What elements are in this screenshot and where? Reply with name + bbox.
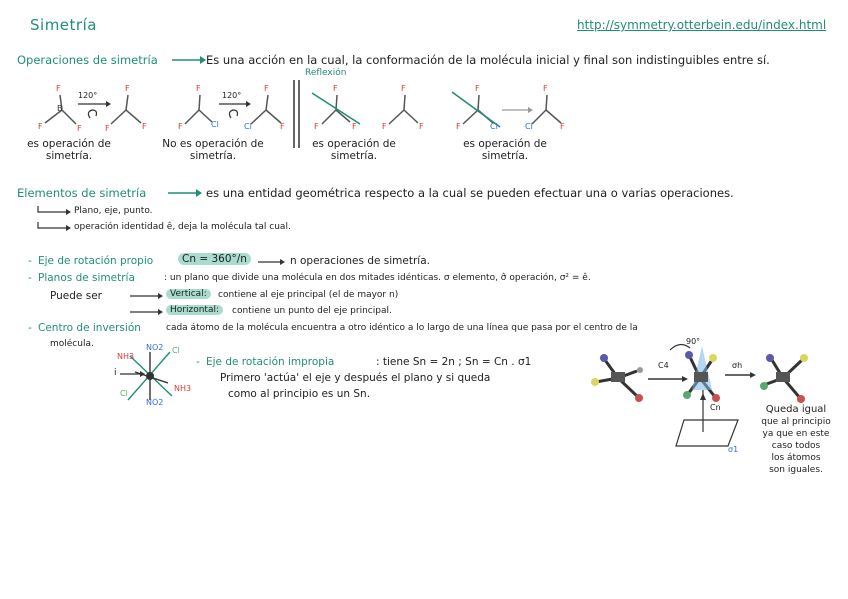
elements-sub-2: operación identidad ê, deja la molécula tal cual.: [74, 222, 291, 232]
atom-f-11: F: [333, 84, 338, 93]
plane-label: σ1: [728, 445, 739, 454]
atom-f-5: F: [105, 124, 110, 133]
reflection-label: Reflexión: [305, 68, 347, 78]
atom-f-13: F: [352, 122, 357, 131]
inversion-center-atom: [146, 372, 154, 380]
note-line-1: Queda igual: [765, 404, 827, 415]
operations-definition: Es una acción en la cual, la conformación de la molécula inicial y final son indistinguibles entre sí.: [206, 53, 770, 67]
mirror-plane-1: [312, 93, 360, 124]
atom-f-9: F: [264, 84, 269, 93]
atom-f-3: F: [77, 124, 82, 133]
improper-axis-label: Eje de rotación impropia: [206, 356, 335, 368]
improper-axis-line3: como al principio es un Sn.: [228, 388, 371, 400]
horizontal-label: Horizontal:: [166, 305, 223, 315]
elements-sub-1: Plano, eje, punto.: [74, 206, 153, 216]
atom-cl-top: Cl: [172, 346, 180, 355]
caption-3: es operación de simetría.: [312, 138, 396, 162]
diagram-note: [750, 404, 842, 476]
atom-cl-4: Cl: [525, 122, 533, 131]
inversion-label: Centro de inversión: [38, 322, 141, 334]
sub-arrow-2: [38, 222, 66, 228]
bf3-molecule-2: [111, 95, 141, 124]
atom-center-left: [611, 372, 625, 382]
arrow-head: [200, 56, 206, 64]
bullet-1: -: [28, 255, 32, 267]
atom-nh3-left: NH3: [117, 352, 135, 361]
reflection-molecule-1: [322, 95, 350, 124]
atom-f-18: F: [456, 122, 461, 131]
bf2cl-molecule-3: [185, 95, 212, 124]
atom-f-17: F: [475, 84, 480, 93]
atom-cl-bottom: Cl: [120, 389, 128, 398]
planes-definition: : un plano que divide una molécula en dos mitades idénticas. σ elemento, σ̂ operación, σ² = ê.: [164, 273, 591, 283]
atom-f-10: F: [280, 122, 285, 131]
inversion-definition: cada átomo de la molécula encuentra a otro idéntico a lo largo de una línea que pasa por el centro de la: [166, 323, 638, 333]
atom-f-19: F: [543, 84, 548, 93]
operations-term: Operaciones de simetría: [17, 53, 158, 67]
atom-f-14: F: [401, 84, 406, 93]
atom-f-15: F: [382, 122, 387, 131]
atom-cl-1: Cl: [211, 120, 219, 129]
atom-f-16: F: [419, 122, 424, 131]
vertical-label: Vertical:: [166, 289, 211, 299]
atom-f-2: F: [38, 122, 43, 131]
proper-axis-formula: Cn = 360°/n: [178, 253, 251, 265]
atom-f-7: F: [196, 84, 201, 93]
page-title: Simetría: [30, 16, 97, 34]
inversion-definition-cont: molécula.: [50, 339, 94, 349]
atom-f-4: F: [125, 84, 130, 93]
horizontal-text: contiene un punto del eje principal.: [232, 306, 392, 316]
atom-f-8: F: [178, 122, 183, 131]
improper-axis-line2: Primero 'actúa' el eje y después el plano y si queda: [220, 372, 491, 384]
atom-cl-3: Cl: [490, 122, 498, 131]
angle-label: 90°: [686, 337, 701, 346]
caption-2: No es operación de simetría.: [162, 138, 264, 162]
proper-axis-label: Eje de rotación propio: [38, 255, 154, 267]
reflection-molecule-3: [463, 95, 493, 124]
caption-1: es operación de simetría.: [27, 138, 111, 162]
note-line-3: ya que en este: [762, 429, 830, 439]
atom-f-1: F: [56, 84, 61, 93]
sigma-label: σh: [732, 361, 743, 370]
rotation-curl-2: [229, 110, 237, 118]
reference-link[interactable]: http://symmetry.otterbein.edu/index.html: [577, 18, 827, 32]
vertical-text: contiene al eje principal (el de mayor n): [218, 290, 399, 300]
note-line-4: caso todos: [771, 441, 821, 451]
bullet-2: -: [28, 272, 32, 284]
reflection-molecule-2: [389, 95, 418, 124]
planes-label: Planos de simetría: [38, 272, 135, 284]
bullet-3: -: [28, 322, 32, 334]
atom-no2-top: NO2: [146, 343, 164, 352]
atom-nh3-right: NH3: [174, 384, 192, 393]
inversion-center-label: i: [114, 368, 117, 378]
c4-label: C4: [658, 361, 669, 370]
bullet-4: -: [196, 356, 200, 368]
horizontal-plane: [676, 420, 738, 446]
planes-can-be: Puede ser: [50, 290, 102, 302]
atom-cl-2: Cl: [244, 122, 252, 131]
axis-cn-label: Cn: [710, 403, 721, 412]
note-line-6: son iguales.: [769, 465, 823, 475]
bf2cl-molecule-4: [251, 95, 281, 124]
rotation-label-2: 120°: [222, 91, 242, 100]
atom-no2-bottom: NO2: [146, 398, 164, 407]
atom-f-12: F: [314, 122, 319, 131]
atom-center-middle: [694, 372, 708, 382]
elements-term: Elementos de simetría: [17, 186, 147, 200]
note-line-5: los átomos: [771, 453, 821, 463]
caption-4: es operación de simetría.: [463, 138, 547, 162]
note-line-2: que al principio: [761, 417, 831, 427]
elements-definition: es una entidad geométrica respecto a la cual se pueden efectuar una o varias operaciones.: [206, 186, 734, 200]
atom-f-6: F: [142, 122, 147, 131]
rotation-curl-1: [88, 110, 96, 118]
proper-axis-result: n operaciones de simetría.: [290, 255, 430, 267]
atom-b-1: B: [57, 104, 63, 113]
atom-center-right: [776, 372, 790, 382]
atom-f-20: F: [560, 122, 565, 131]
sub-arrow-1: [38, 206, 66, 212]
reflection-molecule-4: [532, 95, 561, 124]
improper-axis-formula: : tiene Sn = 2n ; Sn = Cn . σ1: [376, 356, 532, 368]
rotation-label-1: 120°: [78, 91, 98, 100]
